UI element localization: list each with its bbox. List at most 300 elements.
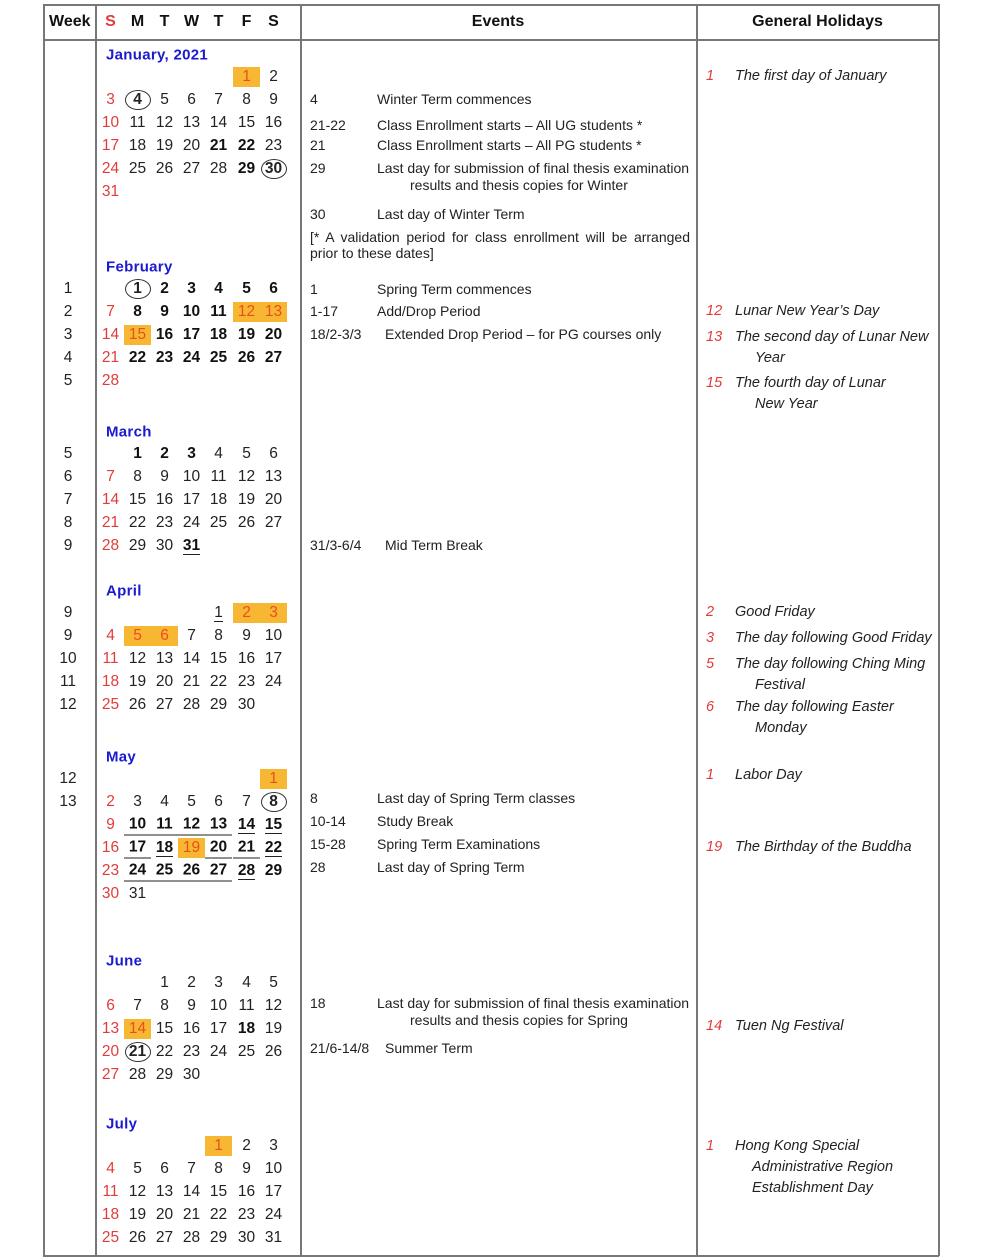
date-number: 16 xyxy=(237,650,256,667)
date-number: 13 xyxy=(264,468,283,485)
calendar-date xyxy=(124,861,151,882)
calendar-date xyxy=(233,1228,260,1248)
calendar-date xyxy=(260,444,287,464)
date-number: 15 xyxy=(155,1020,174,1037)
date-number: 21 xyxy=(101,514,120,531)
calendar-date xyxy=(205,792,232,812)
date-number: 29 xyxy=(128,537,147,554)
date-number: 24 xyxy=(182,349,201,366)
calendar-date xyxy=(260,649,287,669)
calendar-date xyxy=(124,1065,151,1085)
calendar-date xyxy=(205,1159,232,1179)
calendar-date xyxy=(124,1205,151,1225)
date-number: 18 xyxy=(209,326,228,343)
calendar-date xyxy=(233,159,260,179)
date-number: 8 xyxy=(214,627,223,644)
calendar-date xyxy=(97,536,124,556)
calendar-date xyxy=(233,1042,260,1062)
date-number: 18 xyxy=(155,839,174,856)
date-number: 5 xyxy=(242,280,251,297)
holiday-date xyxy=(233,302,260,322)
date-number: 6 xyxy=(269,445,278,462)
date-number: 11 xyxy=(102,1183,119,1200)
calendar-date xyxy=(151,536,178,556)
date-number: 23 xyxy=(237,1206,256,1223)
holiday-name: The fourth day of Lunar xyxy=(735,375,886,391)
calendar-date xyxy=(97,884,124,904)
date-number: 13 xyxy=(182,114,201,131)
calendar-date xyxy=(178,136,205,156)
month-title: January, 2021 xyxy=(106,46,209,64)
calendar-date xyxy=(151,444,178,464)
holiday-date xyxy=(205,1136,232,1156)
calendar-date xyxy=(151,649,178,669)
calendar-date xyxy=(178,815,205,836)
event-text: Last day for submission of final thesis examination xyxy=(377,160,690,176)
date-number: 21 xyxy=(125,1042,151,1062)
date-number: 7 xyxy=(214,91,223,108)
date-number: 3 xyxy=(133,793,142,810)
calendar-date xyxy=(124,159,151,179)
calendar-date xyxy=(233,513,260,533)
week-number: 12 xyxy=(59,770,77,787)
calendar-date xyxy=(97,1065,124,1085)
calendar-date xyxy=(233,861,260,881)
calendar-date xyxy=(124,649,151,669)
date-number: 7 xyxy=(187,627,196,644)
calendar-date xyxy=(97,371,124,391)
event-date: 1-17 xyxy=(310,303,339,319)
date-number: 6 xyxy=(187,91,196,108)
calendar-date xyxy=(124,1228,151,1248)
calendar-date xyxy=(260,90,287,110)
date-number: 22 xyxy=(209,673,228,690)
date-number: 17 xyxy=(209,1020,228,1037)
date-number: 16 xyxy=(182,1020,201,1037)
date-number: 4 xyxy=(214,445,223,462)
date-number: 27 xyxy=(155,696,174,713)
date-number: 25 xyxy=(209,514,228,531)
event-date: 10-14 xyxy=(310,813,346,829)
date-number: 23 xyxy=(237,673,256,690)
event-date: 15-28 xyxy=(310,836,346,852)
calendar-date xyxy=(178,792,205,812)
week-number: 3 xyxy=(63,326,73,343)
calendar-date xyxy=(205,861,232,882)
calendar-date xyxy=(97,861,124,881)
calendar-date xyxy=(178,672,205,692)
calendar-date xyxy=(97,672,124,692)
calendar-date xyxy=(233,996,260,1016)
calendar-date xyxy=(151,136,178,156)
date-number: 31 xyxy=(128,885,147,902)
month-title: May xyxy=(106,748,137,766)
date-number: 8 xyxy=(160,997,169,1014)
calendar-date xyxy=(178,490,205,510)
date-number: 27 xyxy=(209,861,228,879)
calendar-date xyxy=(260,279,287,299)
calendar-date xyxy=(124,838,151,859)
event-text: Last day of Winter Term xyxy=(377,206,525,222)
date-number: 25 xyxy=(101,696,120,713)
calendar-date xyxy=(260,348,287,368)
calendar-date xyxy=(178,467,205,487)
month-title: July xyxy=(106,1115,138,1133)
holiday-name: Good Friday xyxy=(735,604,815,620)
holiday-day: 15 xyxy=(706,375,723,391)
calendar-date xyxy=(260,1159,287,1179)
calendar-date xyxy=(205,649,232,669)
calendar-date xyxy=(97,348,124,368)
calendar-date xyxy=(260,136,287,156)
event-text: Last day of Spring Term classes xyxy=(377,790,576,806)
date-number: 11 xyxy=(156,815,173,833)
date-number: 13 xyxy=(155,1183,174,1200)
date-number: 22 xyxy=(128,349,147,366)
date-number: 30 xyxy=(261,159,287,179)
date-number: 3 xyxy=(269,1137,278,1154)
calendar-date xyxy=(205,325,232,345)
calendar-date xyxy=(178,1182,205,1202)
holiday-day: 1 xyxy=(706,68,715,84)
calendar-date xyxy=(124,279,151,299)
date-number: 1 xyxy=(160,974,169,991)
date-number: 26 xyxy=(128,1229,147,1246)
table-border-top xyxy=(43,4,939,6)
calendar-date xyxy=(124,695,151,715)
date-number: 7 xyxy=(187,1160,196,1177)
date-number: 30 xyxy=(101,885,120,902)
calendar-date xyxy=(260,672,287,692)
week-number: 9 xyxy=(63,604,73,621)
date-number: 22 xyxy=(264,839,283,856)
date-number: 2 xyxy=(160,280,169,297)
holiday-name: Monday xyxy=(755,720,807,736)
date-number: 1 xyxy=(133,445,142,462)
date-number: 14 xyxy=(182,650,201,667)
calendar-date xyxy=(97,1205,124,1225)
date-number: 9 xyxy=(187,997,196,1014)
date-number: 21 xyxy=(237,838,256,856)
calendar-date xyxy=(97,1228,124,1248)
date-number: 15 xyxy=(128,491,147,508)
calendar-date xyxy=(178,159,205,179)
date-number: 1 xyxy=(242,68,251,85)
calendar-date xyxy=(124,348,151,368)
calendar-date xyxy=(233,444,260,464)
date-number: 29 xyxy=(155,1066,174,1083)
date-number: 28 xyxy=(182,696,201,713)
week-number: 13 xyxy=(59,793,77,810)
month-title: March xyxy=(106,423,152,441)
week-number: 9 xyxy=(63,627,73,644)
calendar-date xyxy=(260,1136,287,1156)
date-number: 14 xyxy=(237,816,256,833)
date-number: 3 xyxy=(269,604,278,621)
date-number: 16 xyxy=(155,491,174,508)
date-number: 8 xyxy=(261,792,287,812)
calendar-date xyxy=(151,996,178,1016)
weekday-header: T xyxy=(213,13,224,30)
calendar-date xyxy=(178,973,205,993)
holiday-name: The day following Ching Ming xyxy=(735,656,926,672)
calendar-date xyxy=(151,672,178,692)
date-number: 12 xyxy=(264,997,283,1014)
date-number: 3 xyxy=(106,91,115,108)
date-number: 12 xyxy=(237,303,256,320)
holiday-date xyxy=(151,626,178,646)
event-date: 21 xyxy=(310,137,326,153)
date-number: 25 xyxy=(237,1043,256,1060)
week-number: 1 xyxy=(63,280,73,297)
calendar-date xyxy=(260,325,287,345)
date-number: 24 xyxy=(101,160,120,177)
date-number: 28 xyxy=(101,372,120,389)
date-number: 19 xyxy=(182,839,201,856)
calendar-date xyxy=(205,1019,232,1039)
holiday-day: 2 xyxy=(706,604,715,620)
calendar-date xyxy=(151,1042,178,1062)
week-number: 8 xyxy=(63,514,73,531)
calendar-date xyxy=(97,792,124,812)
calendar-date xyxy=(124,884,151,904)
date-number: 30 xyxy=(182,1066,201,1083)
date-number: 20 xyxy=(264,326,283,343)
event-text: results and thesis copies for Spring xyxy=(410,1012,628,1028)
calendar-date xyxy=(97,467,124,487)
event-text: Last day for submission of final thesis examination xyxy=(377,995,690,1011)
calendar-date xyxy=(233,348,260,368)
weekday-header: S xyxy=(268,13,279,30)
date-number: 8 xyxy=(242,91,251,108)
calendar-date xyxy=(205,603,232,623)
event-date: 30 xyxy=(310,206,326,222)
date-number: 20 xyxy=(264,491,283,508)
date-number: 30 xyxy=(155,537,174,554)
date-number: 27 xyxy=(264,514,283,531)
calendar-date xyxy=(233,1159,260,1179)
holiday-day: 5 xyxy=(706,656,715,672)
week-number: 11 xyxy=(59,673,77,690)
calendar-date xyxy=(97,626,124,646)
calendar-date xyxy=(233,136,260,156)
calendar-date xyxy=(260,513,287,533)
date-number: 12 xyxy=(237,468,256,485)
calendar-date xyxy=(124,815,151,836)
date-number: 27 xyxy=(264,349,283,366)
calendar-date xyxy=(205,467,232,487)
date-number: 18 xyxy=(209,491,228,508)
date-number: 21 xyxy=(182,673,201,690)
event-date: 21-22 xyxy=(310,117,346,133)
calendar-date xyxy=(233,973,260,993)
calendar-date xyxy=(97,996,124,1016)
date-number: 12 xyxy=(128,650,147,667)
holiday-name: Year xyxy=(755,350,785,366)
holiday-date xyxy=(260,769,287,789)
holiday-day: 14 xyxy=(706,1018,723,1034)
calendar-date xyxy=(205,348,232,368)
calendar-date xyxy=(97,838,124,858)
calendar-date xyxy=(178,279,205,299)
date-number: 7 xyxy=(242,793,251,810)
date-number: 22 xyxy=(237,137,256,154)
calendar-date xyxy=(151,695,178,715)
calendar-date xyxy=(205,815,232,836)
event-date: 18 xyxy=(310,995,326,1011)
date-number: 21 xyxy=(209,137,228,154)
date-number: 17 xyxy=(264,650,283,667)
date-number: 10 xyxy=(182,303,201,320)
date-number: 5 xyxy=(133,627,142,644)
calendar-date xyxy=(151,302,178,322)
date-number: 17 xyxy=(264,1183,283,1200)
date-number: 11 xyxy=(210,303,227,320)
calendar-date xyxy=(205,90,232,110)
calendar-date xyxy=(205,490,232,510)
calendar-date xyxy=(151,279,178,299)
calendar-date xyxy=(260,67,287,87)
date-number: 10 xyxy=(209,997,228,1014)
holiday-date xyxy=(233,603,260,623)
calendar-date xyxy=(178,1228,205,1248)
col-divider-calendar xyxy=(300,4,302,1256)
event-note: [* A validation period for class enrollment will be arranged xyxy=(310,229,690,245)
event-text: Class Enrollment starts – All UG students * xyxy=(377,117,643,133)
calendar-date xyxy=(124,136,151,156)
calendar-date xyxy=(260,996,287,1016)
date-number: 19 xyxy=(237,326,256,343)
header-divider xyxy=(43,39,939,41)
date-number: 17 xyxy=(128,838,147,856)
calendar-date xyxy=(260,1019,287,1039)
calendar-date xyxy=(97,815,124,835)
date-number: 14 xyxy=(101,326,120,343)
date-number: 13 xyxy=(264,303,283,320)
date-number: 18 xyxy=(128,137,147,154)
calendar-date xyxy=(178,649,205,669)
weekday-header: M xyxy=(130,13,145,30)
calendar-date xyxy=(205,302,232,322)
calendar-date xyxy=(260,1205,287,1225)
calendar-date xyxy=(178,113,205,133)
date-number: 2 xyxy=(106,793,115,810)
event-text: Spring Term commences xyxy=(377,281,532,297)
calendar-date xyxy=(233,325,260,345)
calendar-date xyxy=(260,626,287,646)
date-number: 3 xyxy=(187,445,196,462)
calendar-date xyxy=(97,1042,124,1062)
date-number: 18 xyxy=(101,1206,120,1223)
date-number: 15 xyxy=(237,114,256,131)
calendar-date xyxy=(97,1182,124,1202)
calendar-date xyxy=(260,490,287,510)
date-number: 13 xyxy=(209,815,228,833)
date-number: 6 xyxy=(214,793,223,810)
date-number: 5 xyxy=(160,91,169,108)
holiday-date xyxy=(178,838,205,858)
calendar-date xyxy=(205,838,232,859)
date-number: 9 xyxy=(269,91,278,108)
calendar-date xyxy=(233,1136,260,1156)
date-number: 14 xyxy=(209,114,228,131)
date-number: 16 xyxy=(155,326,174,343)
calendar-date xyxy=(151,1065,178,1085)
table-border-left xyxy=(43,4,45,1256)
date-number: 1 xyxy=(214,1137,223,1154)
date-number: 25 xyxy=(101,1229,120,1246)
calendar-date xyxy=(97,695,124,715)
date-number: 15 xyxy=(264,816,283,833)
date-number: 30 xyxy=(237,1229,256,1246)
date-number: 2 xyxy=(242,1137,251,1154)
calendar-date xyxy=(124,90,151,110)
calendar-date xyxy=(124,792,151,812)
calendar-date xyxy=(178,1065,205,1085)
date-number: 22 xyxy=(209,1206,228,1223)
date-number: 31 xyxy=(182,537,201,554)
calendar-date xyxy=(233,1205,260,1225)
date-number: 19 xyxy=(128,673,147,690)
calendar-date xyxy=(233,649,260,669)
calendar-date xyxy=(260,838,287,858)
weekday-header: T xyxy=(159,13,170,30)
week-number: 4 xyxy=(63,349,73,366)
event-text: Winter Term commences xyxy=(377,91,532,107)
date-number: 19 xyxy=(264,1020,283,1037)
holiday-date xyxy=(260,302,287,322)
date-number: 22 xyxy=(155,1043,174,1060)
date-number: 9 xyxy=(106,816,115,833)
calendar-date xyxy=(205,1182,232,1202)
date-number: 8 xyxy=(133,303,142,320)
calendar-date xyxy=(205,996,232,1016)
date-number: 20 xyxy=(209,838,228,856)
date-number: 29 xyxy=(209,1229,228,1246)
date-number: 31 xyxy=(264,1229,283,1246)
date-number: 26 xyxy=(237,514,256,531)
calendar-date xyxy=(178,90,205,110)
holiday-date xyxy=(124,1019,151,1039)
holiday-name: The second day of Lunar New xyxy=(735,329,929,345)
calendar-date xyxy=(205,672,232,692)
date-number: 20 xyxy=(101,1043,120,1060)
calendar-date xyxy=(178,444,205,464)
calendar-date xyxy=(151,1159,178,1179)
calendar-date xyxy=(233,490,260,510)
calendar-date xyxy=(178,348,205,368)
date-number: 2 xyxy=(242,604,251,621)
calendar-date xyxy=(260,467,287,487)
date-number: 26 xyxy=(155,160,174,177)
calendar-date xyxy=(124,996,151,1016)
holiday-day: 3 xyxy=(706,630,715,646)
date-number: 26 xyxy=(182,861,201,879)
date-number: 16 xyxy=(264,114,283,131)
date-number: 26 xyxy=(237,349,256,366)
event-text: Class Enrollment starts – All PG students * xyxy=(377,137,642,153)
date-number: 6 xyxy=(106,997,115,1014)
calendar-date xyxy=(124,113,151,133)
date-number: 18 xyxy=(101,673,120,690)
calendar-date xyxy=(260,973,287,993)
calendar-date xyxy=(151,1205,178,1225)
weekday-header: W xyxy=(183,13,200,30)
event-text: Last day of Spring Term xyxy=(377,859,525,875)
date-number: 21 xyxy=(182,1206,201,1223)
date-number: 6 xyxy=(269,280,278,297)
date-number: 27 xyxy=(155,1229,174,1246)
